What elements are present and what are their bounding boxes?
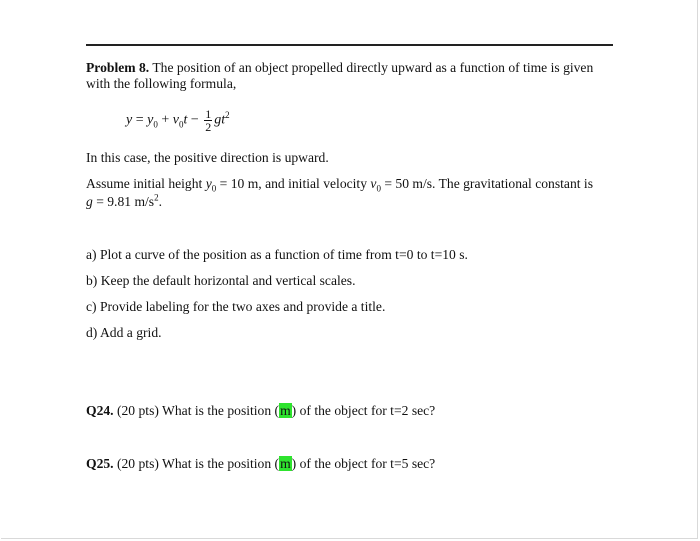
question-label: Q24. xyxy=(86,403,114,418)
problem-intro-line1 xyxy=(86,60,593,76)
question-q24: Q24. (20 pts) What is the position (m) of the object for t=2 sec? xyxy=(86,403,436,418)
problem-intro-text: The position of an object propelled directly upward as a function of time is given xyxy=(152,60,594,75)
task-d: d) Add a grid. xyxy=(86,325,162,340)
task-b: b) Keep the default horizontal and vertical scales. xyxy=(86,273,356,288)
position-formula: $y = y_0 + v_0t$ − $\frac{1}{2}$ $gt^2$ xyxy=(126,107,230,134)
task-a: a) Plot a curve of the position as a function of time from t=0 to t=10 s. xyxy=(86,247,468,262)
question-q25: Q25. (20 pts) What is the position (m) of the object for t=5 sec? xyxy=(86,456,436,471)
unit-highlight: m xyxy=(280,456,291,471)
question-label: Q25. xyxy=(86,456,114,471)
assumption-line1: Assume initial height $y_0 = 10$ m, and initial velocity $v_0 = 50$ m/s. The gravitational constant is xyxy=(86,176,593,194)
top-divider xyxy=(86,44,613,46)
formula-fraction: $\frac{1}{2}$ xyxy=(205,107,212,134)
problem-label: Problem 8. xyxy=(86,60,150,75)
direction-note: In this case, the positive direction is upward. xyxy=(86,150,329,165)
problem-intro-line2: with the following formula, xyxy=(86,76,237,91)
unit-highlight: m xyxy=(280,403,291,418)
assumption-line2: g = 9.81 $m/s^2$. xyxy=(86,192,162,209)
task-c: c) Provide labeling for the two axes and provide a title. xyxy=(86,299,386,314)
